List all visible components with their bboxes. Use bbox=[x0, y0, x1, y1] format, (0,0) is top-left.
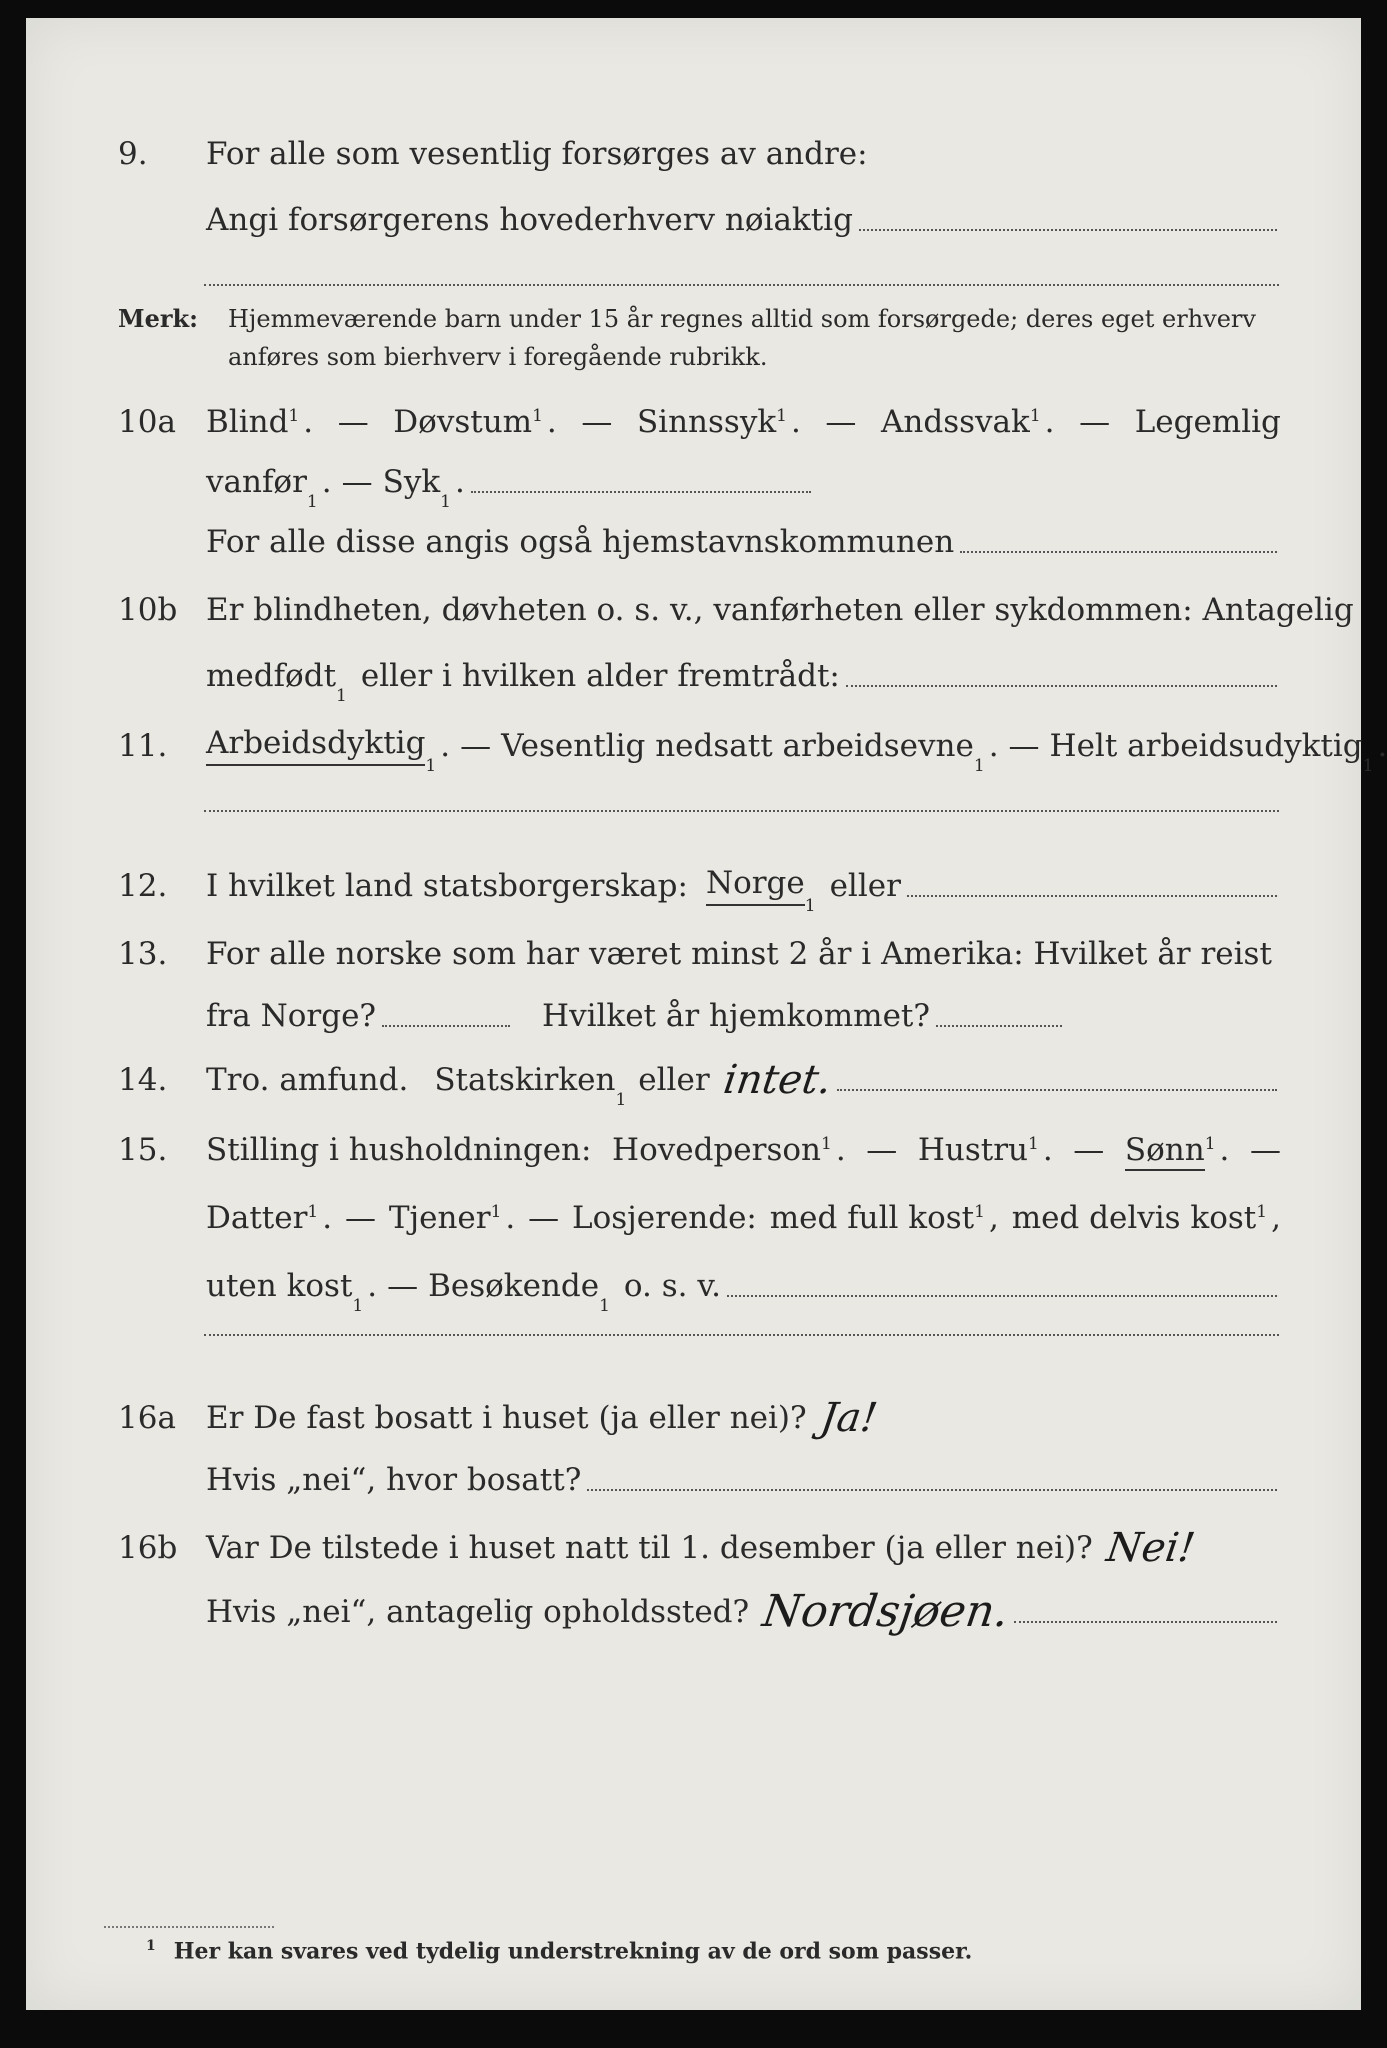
q13-hjemkommet-line[interactable] bbox=[936, 1025, 1062, 1027]
q11-nedsatt[interactable]: Vesentlig nedsatt arbeidsevne bbox=[501, 728, 974, 764]
q11-line: 11. Arbeidsdyktig 1 . — Vesentlig nedsatt arbeidsevne 1 . — Helt arbeidsudyktig 1 . bbox=[118, 725, 1387, 776]
q10a-vanfor[interactable]: vanfør bbox=[206, 464, 307, 500]
q14-handwritten-answer: intet. bbox=[720, 1057, 834, 1103]
q15-answer-line[interactable] bbox=[727, 1295, 1277, 1297]
q9-answer-line[interactable] bbox=[859, 229, 1277, 231]
census-form-page bbox=[26, 18, 1387, 2010]
q10a-andssvak[interactable]: Andssvak bbox=[881, 404, 1030, 440]
q16b-answer-line[interactable] bbox=[1014, 1621, 1277, 1623]
merk-text: Hjemmeværende barn under 15 år regnes alltid som forsørgede; deres eget erhverv anføres som bierhverv i foregående rubrikk. bbox=[228, 305, 1256, 371]
q14-line: 14. Tro. amfund. Statskirken 1 eller intet. bbox=[26, 1048, 1361, 1108]
q10a-dovstum[interactable]: Døvstum bbox=[393, 404, 533, 440]
q16a-handwritten-answer: Ja! bbox=[817, 1395, 880, 1441]
q10a-hjemstavn-line[interactable] bbox=[960, 551, 1277, 553]
q13-question: For alle norske som har været minst 2 år i Amerika: Hvilket år reist bbox=[206, 936, 1272, 972]
q14-trossamfund: Tro. amfund. bbox=[206, 1062, 409, 1098]
q10a-syk-line[interactable] bbox=[471, 491, 811, 493]
q13-line2 bbox=[26, 984, 1361, 1044]
q12-line: 12. I hvilket land statsborgerskap: Norge 1 eller bbox=[26, 854, 1361, 914]
q10a-legemlig[interactable]: Legemlig bbox=[1134, 404, 1281, 440]
q16b-number: 16b bbox=[118, 1530, 178, 1566]
q10b-question: Er blindheten, døvheten o. s. v., vanførheten eller sykdommen: Antagelig bbox=[206, 592, 1354, 628]
q10b-answer-line[interactable] bbox=[846, 685, 1277, 687]
q10b-alder: eller i hvilken alder fremtrådt: bbox=[360, 658, 840, 694]
q14-eller: eller bbox=[638, 1062, 710, 1098]
q9-line1 bbox=[26, 122, 1361, 182]
footnote-mark: 1 bbox=[146, 1938, 156, 1954]
q12-norge[interactable]: Norge bbox=[706, 863, 805, 906]
q16b-question: Var De tilstede i huset natt til 1. desember (ja eller nei)? bbox=[206, 1530, 1093, 1566]
q9-number: 9. bbox=[118, 136, 148, 172]
footnote-text: Her kan svares ved tydelig understrekning av de ord som passer. bbox=[173, 1938, 973, 1965]
q15-tjener[interactable]: Tjener bbox=[388, 1200, 491, 1236]
q16a-bosatt: Hvis „nei“, hvor bosatt? bbox=[206, 1462, 582, 1498]
q10a-syk[interactable]: Syk bbox=[382, 464, 441, 500]
q15-osv: o. s. v. bbox=[623, 1268, 722, 1304]
q16b-line2 bbox=[26, 1580, 1361, 1640]
q14-answer-line[interactable] bbox=[837, 1089, 1277, 1091]
q15-extra-line[interactable] bbox=[204, 1334, 1279, 1336]
q10a-sinnssyk[interactable]: Sinnssyk bbox=[636, 404, 777, 440]
q13-number: 13. bbox=[118, 936, 168, 972]
q15-sonn[interactable]: Sønn bbox=[1125, 1132, 1205, 1171]
q13-reist: fra Norge? bbox=[206, 998, 377, 1034]
q13-reist-line[interactable] bbox=[382, 1025, 510, 1027]
q10b-line1 bbox=[26, 578, 1361, 638]
q15-line3: uten kost 1 . — Besøkende 1 o. s. v. bbox=[26, 1254, 1361, 1314]
q16a-question: Er De fast bosatt i huset (ja eller nei)? bbox=[206, 1400, 807, 1436]
q10a-blind[interactable]: Blind bbox=[206, 404, 289, 440]
q14-number: 14. bbox=[118, 1062, 168, 1098]
q12-answer-line[interactable] bbox=[907, 895, 1277, 897]
q15-full-kost[interactable]: med full kost bbox=[769, 1200, 975, 1236]
q12-question: I hvilket land statsborgerskap: bbox=[206, 868, 688, 904]
q11-number: 11. bbox=[118, 728, 168, 764]
q9-question: For alle som vesentlig forsørges av andre: bbox=[206, 136, 868, 172]
q15-line1: 15. Stilling i husholdningen: Hovedperson$^1$ . — Hustru$^1$ . — Sønn$^1$ . — bbox=[26, 1118, 1361, 1178]
q15-losjerende: Losjerende: bbox=[572, 1200, 757, 1236]
merk-label: Merk: bbox=[118, 304, 198, 333]
q11-extra-line[interactable] bbox=[204, 810, 1279, 812]
q12-number: 12. bbox=[118, 868, 168, 904]
q15-datter[interactable]: Datter bbox=[206, 1200, 308, 1236]
footnote bbox=[146, 1938, 972, 1964]
q10b-line2: medfødt 1 eller i hvilken alder fremtrådt: bbox=[26, 644, 1361, 704]
footnote-rule bbox=[104, 1926, 274, 1928]
q16b-line1 bbox=[26, 1516, 1361, 1576]
q15-line2: Datter$^1$ . — Tjener$^1$ . — Losjerende: med full kost$^1$ , med delvis kost$^1$ , bbox=[206, 1200, 1281, 1236]
q10b-number: 10b bbox=[118, 592, 178, 628]
q9-line2 bbox=[26, 188, 1361, 248]
q16a-answer-line[interactable] bbox=[587, 1489, 1277, 1491]
q16b-handwritten-place: Nordsjøen. bbox=[759, 1586, 1013, 1637]
q10a-line2: vanfør 1 . — Syk 1 . bbox=[26, 450, 1361, 510]
q15-hovedperson[interactable]: Hovedperson bbox=[612, 1132, 821, 1168]
q15-number: 15. bbox=[118, 1132, 168, 1168]
q10a-hjemstavn: For alle disse angis også hjemstavnskommunen bbox=[206, 524, 955, 560]
q16b-opholdssted: Hvis „nei“, antagelig opholdssted? bbox=[206, 1594, 750, 1630]
q10a-number: 10a bbox=[118, 404, 176, 440]
q16a-line2 bbox=[26, 1448, 1361, 1508]
q13-line1 bbox=[26, 922, 1361, 982]
q14-statskirken[interactable]: Statskirken bbox=[434, 1062, 616, 1098]
q15-uten-kost[interactable]: uten kost bbox=[206, 1268, 353, 1304]
q16a-line1 bbox=[26, 1386, 1361, 1446]
q15-besokende[interactable]: Besøkende bbox=[428, 1268, 600, 1304]
q10a-line1: 10a Blind$^1$ . — Døvstum$^1$ . — Sinnssyk$^1$ . — Andssvak$^1$ . — Legemlig bbox=[118, 404, 1281, 440]
q12-eller: eller bbox=[829, 868, 901, 904]
q15-hustru[interactable]: Hustru bbox=[917, 1132, 1028, 1168]
q9-prompt: Angi forsørgerens hovederhverv nøiaktig bbox=[206, 202, 853, 238]
q16a-number: 16a bbox=[118, 1400, 176, 1436]
q10a-line3 bbox=[26, 510, 1361, 570]
q9-extra-line[interactable] bbox=[204, 284, 1279, 286]
q10b-medfodt[interactable]: medfødt bbox=[206, 658, 337, 694]
q15-delvis-kost[interactable]: med delvis kost bbox=[1011, 1200, 1257, 1236]
q11-arbeidsdyktig[interactable]: Arbeidsdyktig bbox=[206, 723, 425, 766]
q11-udyktig[interactable]: Helt arbeidsudyktig bbox=[1049, 728, 1363, 764]
q16b-handwritten-answer: Nei! bbox=[1103, 1525, 1198, 1571]
q15-stilling: Stilling i husholdningen: bbox=[206, 1132, 592, 1168]
q13-hjemkommet: Hvilket år hjemkommet? bbox=[542, 998, 931, 1034]
